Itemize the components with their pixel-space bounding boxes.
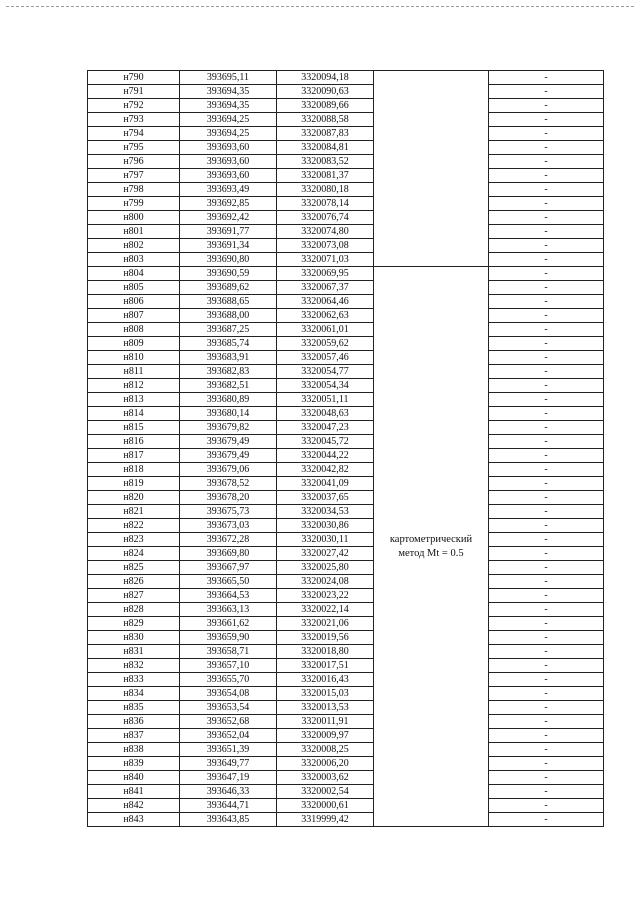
point-name-cell: н826 — [88, 575, 180, 589]
table-row — [88, 379, 604, 393]
table-row — [88, 729, 604, 743]
coord-y-cell: 3319999,42 — [277, 813, 374, 827]
point-name-cell: н797 — [88, 169, 180, 183]
coord-x-cell: 393654,08 — [180, 687, 277, 701]
point-name-cell: н800 — [88, 211, 180, 225]
coord-x-cell: 393658,71 — [180, 645, 277, 659]
point-name-cell: н833 — [88, 673, 180, 687]
table-row — [88, 631, 604, 645]
point-name-cell: н791 — [88, 85, 180, 99]
extra-value-cell: - — [489, 99, 604, 113]
coord-x-cell: 393679,49 — [180, 435, 277, 449]
table-row — [88, 575, 604, 589]
point-name-cell: н825 — [88, 561, 180, 575]
point-name-cell: н843 — [88, 813, 180, 827]
coord-y-cell: 3320009,97 — [277, 729, 374, 743]
table-row — [88, 743, 604, 757]
coord-x-cell: 393652,68 — [180, 715, 277, 729]
extra-value-cell: - — [489, 183, 604, 197]
point-name-cell: н793 — [88, 113, 180, 127]
table-row — [88, 463, 604, 477]
extra-value-cell: - — [489, 281, 604, 295]
coord-x-cell: 393651,39 — [180, 743, 277, 757]
coord-y-cell: 3320088,58 — [277, 113, 374, 127]
coord-y-cell: 3320011,91 — [277, 715, 374, 729]
coord-y-cell: 3320023,22 — [277, 589, 374, 603]
coord-y-cell: 3320015,03 — [277, 687, 374, 701]
extra-value-cell: - — [489, 113, 604, 127]
method-label: картометрический метод Mt = 0.5 — [389, 533, 473, 559]
coord-y-cell: 3320041,09 — [277, 477, 374, 491]
extra-value-cell: - — [489, 323, 604, 337]
coord-x-cell: 393679,06 — [180, 463, 277, 477]
coord-x-cell: 393649,77 — [180, 757, 277, 771]
extra-value-cell: - — [489, 785, 604, 799]
extra-value-cell: - — [489, 379, 604, 393]
point-name-cell: н816 — [88, 435, 180, 449]
coord-y-cell: 3320042,82 — [277, 463, 374, 477]
table-row — [88, 715, 604, 729]
point-name-cell: н842 — [88, 799, 180, 813]
extra-value-cell: - — [489, 673, 604, 687]
point-name-cell: н796 — [88, 155, 180, 169]
extra-value-cell: - — [489, 659, 604, 673]
coord-x-cell: 393678,20 — [180, 491, 277, 505]
extra-value-cell: - — [489, 393, 604, 407]
extra-value-cell: - — [489, 505, 604, 519]
coord-x-cell: 393672,28 — [180, 533, 277, 547]
coord-y-cell: 3320019,56 — [277, 631, 374, 645]
point-name-cell: н827 — [88, 589, 180, 603]
point-name-cell: н806 — [88, 295, 180, 309]
point-name-cell: н792 — [88, 99, 180, 113]
point-name-cell: н810 — [88, 351, 180, 365]
extra-value-cell: - — [489, 617, 604, 631]
extra-value-cell: - — [489, 631, 604, 645]
table-row — [88, 561, 604, 575]
coord-x-cell: 393693,60 — [180, 155, 277, 169]
table-row — [88, 253, 604, 267]
table-row — [88, 393, 604, 407]
point-name-cell: н795 — [88, 141, 180, 155]
table-row — [88, 141, 604, 155]
table-row — [88, 239, 604, 253]
extra-value-cell: - — [489, 127, 604, 141]
table-row — [88, 183, 604, 197]
extra-value-cell: - — [489, 309, 604, 323]
coord-y-cell: 3320087,83 — [277, 127, 374, 141]
table-row — [88, 547, 604, 561]
coord-x-cell: 393652,04 — [180, 729, 277, 743]
coord-x-cell: 393691,34 — [180, 239, 277, 253]
table-row — [88, 701, 604, 715]
point-name-cell: н831 — [88, 645, 180, 659]
coord-x-cell: 393667,97 — [180, 561, 277, 575]
table-row — [88, 197, 604, 211]
coord-y-cell: 3320018,80 — [277, 645, 374, 659]
coord-x-cell: 393675,73 — [180, 505, 277, 519]
coord-y-cell: 3320003,62 — [277, 771, 374, 785]
coord-y-cell: 3320062,63 — [277, 309, 374, 323]
point-name-cell: н822 — [88, 519, 180, 533]
extra-value-cell: - — [489, 141, 604, 155]
coord-y-cell: 3320071,03 — [277, 253, 374, 267]
table-row — [88, 477, 604, 491]
point-name-cell: н820 — [88, 491, 180, 505]
method-cell — [374, 267, 489, 827]
coord-x-cell: 393693,60 — [180, 169, 277, 183]
coord-y-cell: 3320027,42 — [277, 547, 374, 561]
table-row — [88, 771, 604, 785]
table-row — [88, 799, 604, 813]
extra-value-cell: - — [489, 155, 604, 169]
table-row — [88, 71, 604, 85]
extra-value-cell: - — [489, 71, 604, 85]
coord-x-cell: 393679,49 — [180, 449, 277, 463]
point-name-cell: н830 — [88, 631, 180, 645]
coord-x-cell: 393680,14 — [180, 407, 277, 421]
table-row — [88, 659, 604, 673]
extra-value-cell: - — [489, 337, 604, 351]
coord-x-cell: 393664,53 — [180, 589, 277, 603]
point-name-cell: н809 — [88, 337, 180, 351]
extra-value-cell: - — [489, 253, 604, 267]
coord-x-cell: 393691,77 — [180, 225, 277, 239]
point-name-cell: н829 — [88, 617, 180, 631]
coord-x-cell: 393680,89 — [180, 393, 277, 407]
extra-value-cell: - — [489, 715, 604, 729]
point-name-cell: н811 — [88, 365, 180, 379]
table-row — [88, 267, 604, 281]
extra-value-cell: - — [489, 729, 604, 743]
table-row — [88, 295, 604, 309]
coord-y-cell: 3320073,08 — [277, 239, 374, 253]
coord-y-cell: 3320022,14 — [277, 603, 374, 617]
coord-y-cell: 3320078,14 — [277, 197, 374, 211]
extra-value-cell: - — [489, 169, 604, 183]
coord-x-cell: 393673,03 — [180, 519, 277, 533]
coord-y-cell: 3320034,53 — [277, 505, 374, 519]
point-name-cell: н790 — [88, 71, 180, 85]
coord-y-cell: 3320089,66 — [277, 99, 374, 113]
coord-y-cell: 3320051,11 — [277, 393, 374, 407]
point-name-cell: н837 — [88, 729, 180, 743]
extra-value-cell: - — [489, 463, 604, 477]
table-row — [88, 127, 604, 141]
extra-value-cell: - — [489, 239, 604, 253]
coord-x-cell: 393669,80 — [180, 547, 277, 561]
coord-y-cell: 3320021,06 — [277, 617, 374, 631]
coord-y-cell: 3320081,37 — [277, 169, 374, 183]
coord-y-cell: 3320059,62 — [277, 337, 374, 351]
table-row — [88, 435, 604, 449]
table-row — [88, 99, 604, 113]
extra-value-cell: - — [489, 701, 604, 715]
coord-y-cell: 3320006,20 — [277, 757, 374, 771]
coord-x-cell: 393694,25 — [180, 127, 277, 141]
coord-y-cell: 3320074,80 — [277, 225, 374, 239]
point-name-cell: н802 — [88, 239, 180, 253]
coord-x-cell: 393661,62 — [180, 617, 277, 631]
coord-y-cell: 3320047,23 — [277, 421, 374, 435]
point-name-cell: н838 — [88, 743, 180, 757]
table-row — [88, 169, 604, 183]
point-name-cell: н799 — [88, 197, 180, 211]
coord-x-cell: 393657,10 — [180, 659, 277, 673]
coord-x-cell: 393690,59 — [180, 267, 277, 281]
table-row — [88, 603, 604, 617]
point-name-cell: н828 — [88, 603, 180, 617]
extra-value-cell: - — [489, 477, 604, 491]
point-name-cell: н807 — [88, 309, 180, 323]
table-row — [88, 645, 604, 659]
extra-value-cell: - — [489, 211, 604, 225]
top-dashed-rule — [6, 6, 634, 7]
point-name-cell: н808 — [88, 323, 180, 337]
coord-x-cell: 393682,83 — [180, 365, 277, 379]
table-row — [88, 155, 604, 169]
point-name-cell: н821 — [88, 505, 180, 519]
coord-y-cell: 3320044,22 — [277, 449, 374, 463]
table-row — [88, 281, 604, 295]
extra-value-cell: - — [489, 589, 604, 603]
coord-x-cell: 393688,00 — [180, 309, 277, 323]
coord-y-cell: 3320025,80 — [277, 561, 374, 575]
table-row — [88, 533, 604, 547]
coord-x-cell: 393695,11 — [180, 71, 277, 85]
point-name-cell: н841 — [88, 785, 180, 799]
coord-y-cell: 3320054,34 — [277, 379, 374, 393]
point-name-cell: н824 — [88, 547, 180, 561]
coord-y-cell: 3320064,46 — [277, 295, 374, 309]
coord-y-cell: 3320084,81 — [277, 141, 374, 155]
point-name-cell: н832 — [88, 659, 180, 673]
coord-y-cell: 3320080,18 — [277, 183, 374, 197]
table-row — [88, 323, 604, 337]
extra-value-cell: - — [489, 225, 604, 239]
table-row — [88, 785, 604, 799]
table-row — [88, 589, 604, 603]
point-name-cell: н815 — [88, 421, 180, 435]
table-row — [88, 211, 604, 225]
coord-x-cell: 393689,62 — [180, 281, 277, 295]
extra-value-cell: - — [489, 351, 604, 365]
coord-x-cell: 393678,52 — [180, 477, 277, 491]
coord-x-cell: 393653,54 — [180, 701, 277, 715]
coord-y-cell: 3320017,51 — [277, 659, 374, 673]
extra-value-cell: - — [489, 645, 604, 659]
extra-value-cell: - — [489, 519, 604, 533]
table-row — [88, 407, 604, 421]
coord-x-cell: 393683,91 — [180, 351, 277, 365]
coord-y-cell: 3320061,01 — [277, 323, 374, 337]
table-row — [88, 519, 604, 533]
coordinates-table — [87, 70, 604, 827]
coord-x-cell: 393693,60 — [180, 141, 277, 155]
coord-x-cell: 393646,33 — [180, 785, 277, 799]
coord-y-cell: 3320076,74 — [277, 211, 374, 225]
point-name-cell: н812 — [88, 379, 180, 393]
extra-value-cell: - — [489, 421, 604, 435]
coord-x-cell: 393659,90 — [180, 631, 277, 645]
extra-value-cell: - — [489, 267, 604, 281]
point-name-cell: н835 — [88, 701, 180, 715]
extra-value-cell: - — [489, 771, 604, 785]
coord-y-cell: 3320048,63 — [277, 407, 374, 421]
extra-value-cell: - — [489, 687, 604, 701]
extra-value-cell: - — [489, 813, 604, 827]
point-name-cell: н834 — [88, 687, 180, 701]
extra-value-cell: - — [489, 743, 604, 757]
point-name-cell: н814 — [88, 407, 180, 421]
extra-value-cell: - — [489, 295, 604, 309]
point-name-cell: н803 — [88, 253, 180, 267]
table-row — [88, 505, 604, 519]
coord-y-cell: 3320037,65 — [277, 491, 374, 505]
point-name-cell: н817 — [88, 449, 180, 463]
coord-y-cell: 3320030,86 — [277, 519, 374, 533]
extra-value-cell: - — [489, 197, 604, 211]
table-row — [88, 365, 604, 379]
coord-x-cell: 393663,13 — [180, 603, 277, 617]
point-name-cell: н818 — [88, 463, 180, 477]
extra-value-cell: - — [489, 407, 604, 421]
coord-y-cell: 3320000,61 — [277, 799, 374, 813]
coord-x-cell: 393694,35 — [180, 99, 277, 113]
coord-x-cell: 393665,50 — [180, 575, 277, 589]
coord-x-cell: 393692,85 — [180, 197, 277, 211]
table-row — [88, 337, 604, 351]
coord-x-cell: 393685,74 — [180, 337, 277, 351]
extra-value-cell: - — [489, 449, 604, 463]
coord-x-cell: 393688,65 — [180, 295, 277, 309]
extra-value-cell: - — [489, 85, 604, 99]
coord-y-cell: 3320067,37 — [277, 281, 374, 295]
table-row — [88, 421, 604, 435]
coord-x-cell: 393647,19 — [180, 771, 277, 785]
coord-y-cell: 3320024,08 — [277, 575, 374, 589]
table-row — [88, 351, 604, 365]
coord-x-cell: 393644,71 — [180, 799, 277, 813]
table-row — [88, 225, 604, 239]
coord-x-cell: 393694,25 — [180, 113, 277, 127]
point-name-cell: н801 — [88, 225, 180, 239]
point-name-cell: н798 — [88, 183, 180, 197]
point-name-cell: н813 — [88, 393, 180, 407]
coord-x-cell: 393687,25 — [180, 323, 277, 337]
extra-value-cell: - — [489, 533, 604, 547]
coord-x-cell: 393655,70 — [180, 673, 277, 687]
coord-x-cell: 393692,42 — [180, 211, 277, 225]
point-name-cell: н839 — [88, 757, 180, 771]
method-cell-empty — [374, 71, 489, 267]
point-name-cell: н840 — [88, 771, 180, 785]
coord-y-cell: 3320083,52 — [277, 155, 374, 169]
coord-y-cell: 3320069,95 — [277, 267, 374, 281]
table-row — [88, 673, 604, 687]
coord-x-cell: 393643,85 — [180, 813, 277, 827]
extra-value-cell: - — [489, 491, 604, 505]
point-name-cell: н794 — [88, 127, 180, 141]
coordinates-table-body — [88, 71, 604, 827]
coord-y-cell: 3320057,46 — [277, 351, 374, 365]
coord-y-cell: 3320008,25 — [277, 743, 374, 757]
table-row — [88, 757, 604, 771]
coord-x-cell: 393682,51 — [180, 379, 277, 393]
coord-x-cell: 393693,49 — [180, 183, 277, 197]
point-name-cell: н804 — [88, 267, 180, 281]
table-row — [88, 687, 604, 701]
table-row — [88, 813, 604, 827]
coord-y-cell: 3320016,43 — [277, 673, 374, 687]
table-row — [88, 309, 604, 323]
coord-y-cell: 3320045,72 — [277, 435, 374, 449]
point-name-cell: н823 — [88, 533, 180, 547]
table-row — [88, 113, 604, 127]
coord-y-cell: 3320090,63 — [277, 85, 374, 99]
point-name-cell: н819 — [88, 477, 180, 491]
extra-value-cell: - — [489, 799, 604, 813]
point-name-cell: н836 — [88, 715, 180, 729]
extra-value-cell: - — [489, 365, 604, 379]
extra-value-cell: - — [489, 561, 604, 575]
coord-y-cell: 3320013,53 — [277, 701, 374, 715]
extra-value-cell: - — [489, 547, 604, 561]
coord-y-cell: 3320094,18 — [277, 71, 374, 85]
coord-x-cell: 393679,82 — [180, 421, 277, 435]
table-row — [88, 449, 604, 463]
table-row — [88, 491, 604, 505]
table-row — [88, 85, 604, 99]
extra-value-cell: - — [489, 757, 604, 771]
coord-y-cell: 3320002,54 — [277, 785, 374, 799]
coord-y-cell: 3320030,11 — [277, 533, 374, 547]
coord-x-cell: 393694,35 — [180, 85, 277, 99]
coord-y-cell: 3320054,77 — [277, 365, 374, 379]
coord-x-cell: 393690,80 — [180, 253, 277, 267]
table-row — [88, 617, 604, 631]
extra-value-cell: - — [489, 435, 604, 449]
extra-value-cell: - — [489, 603, 604, 617]
point-name-cell: н805 — [88, 281, 180, 295]
extra-value-cell: - — [489, 575, 604, 589]
